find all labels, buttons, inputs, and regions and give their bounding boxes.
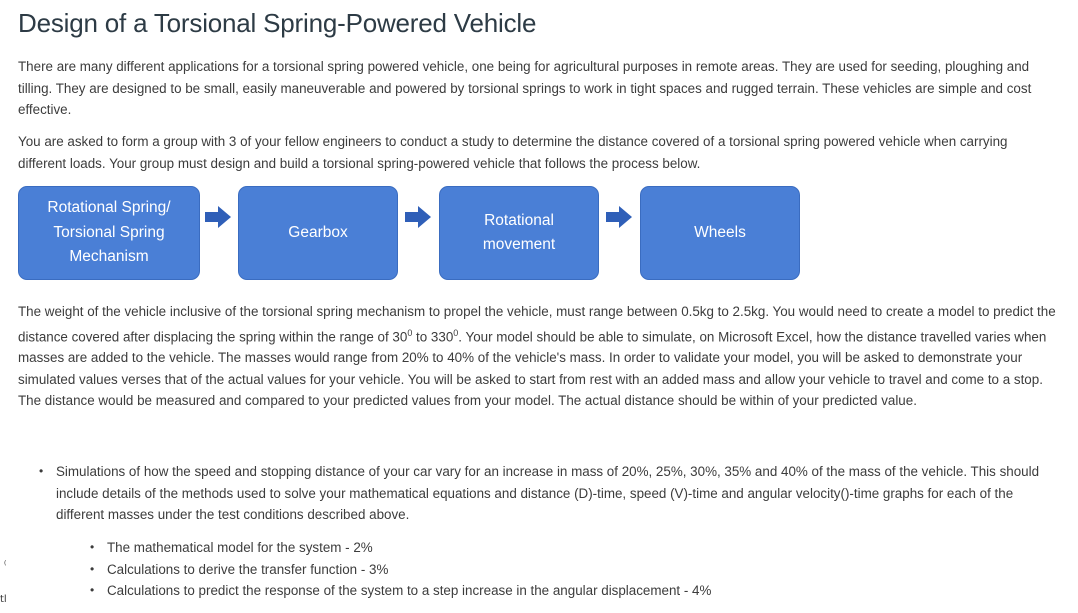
- flow-step-line: Torsional Spring: [53, 223, 165, 241]
- right-arrow-icon: [604, 205, 634, 229]
- right-arrow-icon: [403, 205, 433, 229]
- bullet-icon: •: [90, 540, 95, 554]
- flow-step-spring-mechanism: [18, 186, 200, 280]
- requirements-paragraph: [18, 301, 1058, 412]
- flow-step-rotational-movement: [439, 186, 599, 280]
- flow-step-line: Rotational: [484, 211, 554, 229]
- edge-fragment: tl: [0, 594, 7, 605]
- list-item-text: Calculations to predict the response of the system to a step increase in the angular displacement - 4%: [107, 583, 712, 598]
- bullet-icon: •: [90, 561, 95, 576]
- list-item-text: Simulations of how the speed and stopping distance of your car vary for an increase in mass of 20%, 25%, 30%, 35% and 40% of the mass of the vehicle. This should include details of the methods used to solve your mathematical equations and distance (D)-time, speed (V)-time and angular velocity()-time graphs for each of the different masses under the test conditions described above.: [56, 464, 1040, 522]
- page-title: Design of a Torsional Spring-Powered Vehicle: [18, 8, 537, 38]
- flow-step-line: movement: [482, 236, 556, 253]
- edge-fragment: (: [4, 560, 7, 567]
- degree-superscript: 0: [407, 327, 413, 338]
- requirements-text: The weight of the vehicle inclusive of the torsional spring mechanism to propel the vehicle, must range between 0.5kg to 2.5kg. You would need to create a model to predict the distance covered after displacing the spring within the range of 30: [18, 304, 1056, 344]
- list-item: [90, 580, 1007, 602]
- right-arrow-icon: [203, 205, 233, 229]
- task-paragraph: You are asked to form a group with 3 of your fellow engineers to conduct a study to determine the distance covered of a torsional spring powered vehicle when carrying different loads. Your group must design and build a torsional spring-powered vehicle that follows the process below.: [18, 134, 1008, 171]
- flow-step-gearbox: [238, 186, 398, 280]
- intro-paragraph: There are many different applications for a torsional spring powered vehicle, one being for agricultural purposes in remote areas. They are used for seeding, ploughing and tilling. They are designed to be small, easily maneuverable and powered by torsional springs to work in tight spaces and rugged terrain. These vehicles are simple and cost effective.: [18, 59, 1032, 117]
- process-flow-diagram: [18, 186, 808, 282]
- list-item: [90, 537, 1007, 559]
- requirements-text: . Your model should be able to simulate, on Microsoft Excel, how the distance travelled varies when masses are added to the vehicle. The masses would range from 20% to 40% of the vehicle's mass. In order to validate your model, you will be asked to demonstrate your simulated values verses that of the actual values for your vehicle. You will be asked to start from rest with an added mass and allow your vehicle to travel and come to a stop. The distance would be measured and compared to your predicted values from your model. The actual distance should be within of your predicted value.: [18, 328, 1047, 409]
- requirements-text: to 330: [412, 328, 454, 344]
- flow-step-line: Mechanism: [69, 248, 149, 266]
- list-item-text: Calculations to derive the transfer function - 3%: [107, 561, 389, 577]
- list-item-text: The mathematical model for the system - 2%: [107, 540, 373, 555]
- flow-step-line: Gearbox: [288, 223, 348, 241]
- flow-step-line: Rotational Spring/: [47, 199, 171, 217]
- deliverables-list: [39, 461, 1048, 526]
- marking-sub-list: [90, 537, 1007, 602]
- degree-superscript: 0: [453, 327, 459, 338]
- flow-step-line: Wheels: [694, 223, 746, 241]
- flow-step-wheels: [640, 186, 800, 280]
- bullet-icon: •: [90, 583, 95, 597]
- list-item: [90, 559, 1007, 581]
- bullet-icon: •: [39, 464, 44, 478]
- list-item: [39, 461, 1048, 526]
